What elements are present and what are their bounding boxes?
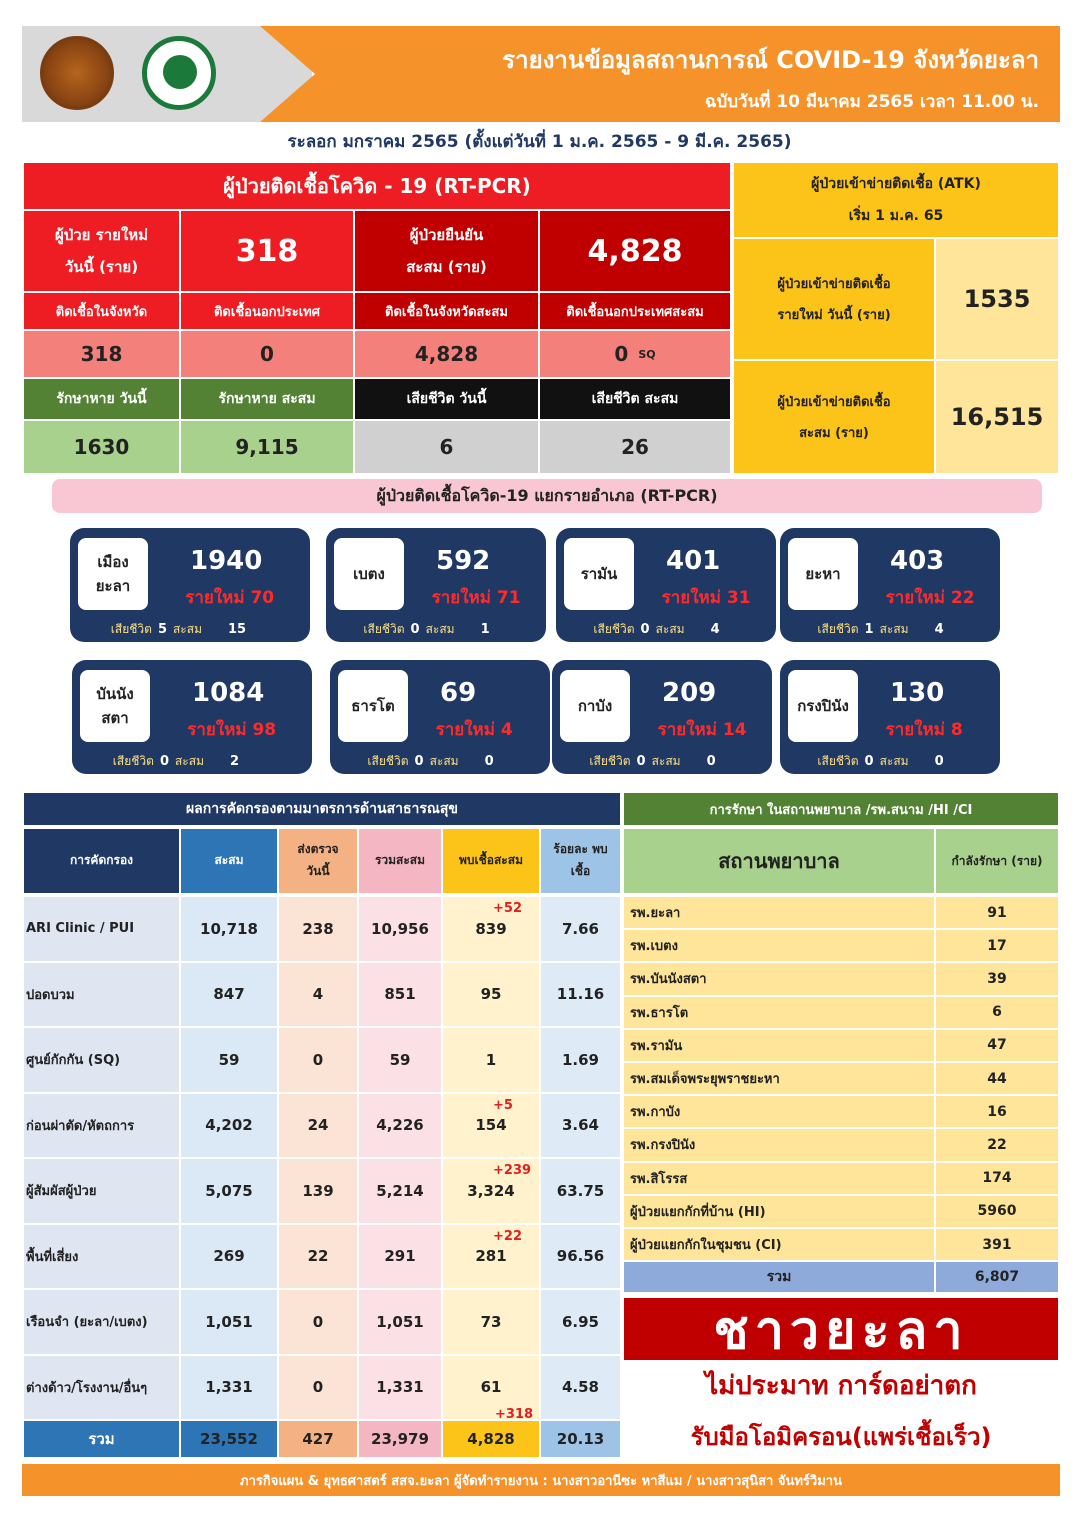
screening-cell-today: 238 [279,897,357,961]
pcr-new-label: ผู้ป่วย รายใหม่ วันนี้ (ราย) [24,211,179,291]
pcr-h5: รักษาหาย วันนี้ [24,379,179,419]
hospital-name: รพ.บันนังสตา [624,963,934,994]
screening-cell-pct: 7.66 [541,897,620,961]
screening-cell-cum: 1,051 [181,1290,277,1354]
screening-cell-cum: 847 [181,963,277,1027]
screening-cell-today: 0 [279,1290,357,1354]
screening-cell-name: ต่างด้าว/โรงงาน/อื่นๆ [24,1356,179,1420]
atk-cum-label: ผู้ป่วยเข้าข่ายติดเชื้อ สะสม (ราย) [734,361,934,473]
district-death: เสียชีวิต 5 สะสม 15 [110,622,247,637]
screening-cell-found: 73 [443,1290,539,1354]
district-card [326,528,546,642]
district-total: 1084 [192,678,265,708]
screening-cell-pct: 96.56 [541,1225,620,1289]
atk-title: ผู้ป่วยเข้าข่ายติดเชื้อ (ATK) เริ่ม 1 ม.ค. 65 [734,163,1058,237]
hospital-name: รพ.สิโรรส [624,1163,934,1194]
screening-increase: +239 [493,1163,532,1178]
screening-cell-total: 4,226 [359,1094,441,1158]
pcr-title: ผู้ป่วยติดเชื้อโควิด - 19 (RT-PCR) [24,163,730,209]
hospital-value: 91 [936,897,1058,928]
screening-cell-pct: 63.75 [541,1159,620,1223]
pcr-v4: 0 SQ [540,331,730,377]
district-name: กาบัง [560,670,630,742]
screening-cell-pct: 4.58 [541,1356,620,1420]
screening-cell-cum: 4,202 [181,1094,277,1158]
screening-header: ส่งตรวจ วันนี้ [279,829,357,893]
district-name: รามัน [564,538,634,610]
district-new: รายใหม่ 31 [661,588,751,608]
screening-cell-found: 95 [443,963,539,1027]
pcr-h8: เสียชีวิต สะสม [540,379,730,419]
screening-header: รวมสะสม [359,829,441,893]
pcr-h4: ติดเชื้อนอกประเทศสะสม [540,293,730,329]
district-death: เสียชีวิต 0 สะสม 4 [593,622,720,637]
slogan-line1: ชาวยะลา [624,1298,1058,1360]
pcr-v3: 4,828 [355,331,538,377]
screening-total-today: 427 [279,1421,357,1457]
screening-cell-today: 4 [279,963,357,1027]
pcr-v8: 26 [540,421,730,473]
screening-cell-cum: 269 [181,1225,277,1289]
district-card [556,528,776,642]
hospital-name: รพ.ยะลา [624,897,934,928]
district-total: 1940 [190,546,263,576]
district-name: ธารโต [338,670,408,742]
hospital-name: รพ.กาบัง [624,1096,934,1127]
screening-cell-name: เรือนจำ (ยะลา/เบตง) [24,1290,179,1354]
district-total: 130 [890,678,945,708]
atk-new-label: ผู้ป่วยเข้าข่ายติดเชื้อ รายใหม่ วันนี้ (ราย) [734,239,934,359]
district-card [552,660,772,774]
screening-cell-cum: 10,718 [181,897,277,961]
district-total: 209 [662,678,717,708]
district-name: เบตง [334,538,404,610]
district-total: 403 [890,546,945,576]
pcr-h3: ติดเชื้อในจังหวัดสะสม [355,293,538,329]
screening-cell-found: 281 [443,1225,539,1289]
hospital-value: 16 [936,1096,1058,1127]
screening-cell-today: 24 [279,1094,357,1158]
slogan-line3: รับมือโอมิครอน(แพร่เชื้อเร็ว) [690,1422,992,1451]
district-card [70,528,310,642]
pcr-cum-value: 4,828 [540,211,730,291]
hospital-total-value: 6,807 [936,1262,1058,1292]
district-card [330,660,550,774]
district-new: รายใหม่ 8 [885,720,963,740]
screening-cell-name: ก่อนผ่าตัด/หัตถการ [24,1094,179,1158]
pcr-h2: ติดเชื้อนอกประเทศ [181,293,353,329]
screening-cell-today: 22 [279,1225,357,1289]
screening-header: สะสม [181,829,277,893]
footer: ภารกิจแผน & ยุทธศาสตร์ สสจ.ยะลา ผู้จัดทำรายงาน : นางสาวอานีซะ หาสีแม / นางสาวสุนิสา จันทร์วิมาน [22,1464,1060,1496]
screening-cell-name: ปอดบวม [24,963,179,1027]
screening-cell-pct: 11.16 [541,963,620,1027]
screening-cell-today: 0 [279,1028,357,1092]
district-new: รายใหม่ 70 [185,588,275,608]
hospital-col2: กำลังรักษา (ราย) [936,829,1058,893]
hospital-name: รพ.สมเด็จพระยุพราชยะหา [624,1063,934,1094]
screening-cell-found: 1 [443,1028,539,1092]
slogan-line2: ไม่ประมาท การ์ดอย่าตก [705,1370,977,1401]
screening-cell-pct: 1.69 [541,1028,620,1092]
screening-cell-name: ARI Clinic / PUI [24,897,179,961]
screening-cell-name: ผู้สัมผัสผู้ป่วย [24,1159,179,1223]
district-total: 401 [666,546,721,576]
screening-cell-total: 291 [359,1225,441,1289]
screening-cell-cum: 5,075 [181,1159,277,1223]
atk-new-value: 1535 [936,239,1058,359]
screening-cell-total: 10,956 [359,897,441,961]
hospital-value: 17 [936,930,1058,961]
hospital-value: 391 [936,1229,1058,1260]
district-name: บันนัง สตา [80,670,150,742]
report-title: รายงานข้อมูลสถานการณ์ COVID-19 จังหวัดยะลา [502,46,1039,74]
screening-cell-pct: 3.64 [541,1094,620,1158]
screening-cell-total: 1,331 [359,1356,441,1420]
screening-increase: +52 [493,901,522,916]
province-seal-logo [40,36,114,110]
hospital-title: การรักษา ในสถานพยาบาล /รพ.สนาม /HI /CI [624,793,1058,825]
district-new: รายใหม่ 22 [885,588,975,608]
district-section-title: ผู้ป่วยติดเชื้อโควิด-19 แยกรายอำเภอ (RT-PCR) [52,479,1042,513]
pcr-v7: 6 [355,421,538,473]
screening-total-increase: +318 [495,1407,534,1422]
hospital-name: รพ.รามัน [624,1030,934,1061]
ministry-health-logo [142,36,216,110]
district-new: รายใหม่ 14 [657,720,747,740]
district-new: รายใหม่ 71 [431,588,521,608]
screening-cell-cum: 59 [181,1028,277,1092]
screening-cell-total: 1,051 [359,1290,441,1354]
hospital-name: ผู้ป่วยแยกกักในชุมชน (CI) [624,1229,934,1260]
pcr-v5: 1630 [24,421,179,473]
screening-cell-today: 139 [279,1159,357,1223]
district-total: 592 [436,546,491,576]
hospital-value: 174 [936,1163,1058,1194]
screening-cell-found: 61 [443,1356,539,1420]
screening-header: พบเชื้อสะสม [443,829,539,893]
pcr-h7: เสียชีวิต วันนี้ [355,379,538,419]
screening-increase: +22 [493,1228,522,1244]
screening-total-found: 4,828 [443,1421,539,1457]
district-new: รายใหม่ 98 [187,720,277,740]
screening-total-total: 23,979 [359,1421,441,1457]
screening-cell-total: 5,214 [359,1159,441,1223]
screening-cell-total: 59 [359,1028,441,1092]
district-death: เสียชีวิต 0 สะสม 0 [817,754,944,769]
pcr-h6: รักษาหาย สะสม [181,379,353,419]
pcr-new-value: 318 [181,211,353,291]
pcr-v1: 318 [24,331,179,377]
district-card [780,660,1000,774]
hospital-name: รพ.ธารโต [624,997,934,1028]
hospital-value: 5960 [936,1196,1058,1227]
screening-title: ผลการคัดกรองตามมาตรการด้านสาธารณสุข [24,793,620,825]
district-death: เสียชีวิต 1 สะสม 4 [817,622,944,637]
district-death: เสียชีวิต 0 สะสม 2 [112,754,240,769]
district-total: 69 [440,678,477,708]
hospital-value: 47 [936,1030,1058,1061]
screening-cell-found: 839 [443,897,539,961]
report-date: ฉบับวันที่ 10 มีนาคม 2565 เวลา 11.00 น. [704,92,1039,112]
hospital-name: ผู้ป่วยแยกกักที่บ้าน (HI) [624,1196,934,1227]
district-name: กรงปินัง [788,670,858,742]
hospital-value: 6 [936,997,1058,1028]
district-name: ยะหา [788,538,858,610]
hospital-value: 39 [936,963,1058,994]
district-death: เสียชีวิต 0 สะสม 0 [589,754,716,769]
pcr-h1: ติดเชื้อในจังหวัด [24,293,179,329]
screening-total-pct: 20.13 [541,1421,620,1457]
district-card [72,660,312,774]
hospital-value: 22 [936,1129,1058,1160]
hospital-total-label: รวม [624,1262,934,1292]
screening-total-name: รวม [24,1421,179,1457]
screening-cell-total: 851 [359,963,441,1027]
hospital-name: รพ.เบตง [624,930,934,961]
screening-header: ร้อยละ พบเชื้อ [541,829,620,893]
screening-cell-pct: 6.95 [541,1290,620,1354]
district-death: เสียชีวิต 0 สะสม 1 [363,622,490,637]
wave-subtitle: ระลอก มกราคม 2565 (ตั้งแต่วันที่ 1 ม.ค. 2565 - 9 มี.ค. 2565) [287,132,792,152]
district-death: เสียชีวิต 0 สะสม 0 [367,754,494,769]
district-name: เมือง ยะลา [78,538,148,610]
district-new: รายใหม่ 4 [435,720,513,740]
atk-cum-value: 16,515 [936,361,1058,473]
pcr-v2: 0 [181,331,353,377]
pcr-cum-label: ผู้ป่วยยืนยัน สะสม (ราย) [355,211,538,291]
screening-cell-found: 3,324 [443,1159,539,1223]
screening-total-cum: 23,552 [181,1421,277,1457]
hospital-value: 44 [936,1063,1058,1094]
hospital-name: รพ.กรงปินัง [624,1129,934,1160]
hospital-col1: สถานพยาบาล [624,829,934,893]
screening-cell-today: 0 [279,1356,357,1420]
screening-cell-found: 154 [443,1094,539,1158]
pcr-v6: 9,115 [181,421,353,473]
district-card [780,528,1000,642]
screening-cell-name: พื้นที่เสี่ยง [24,1225,179,1289]
screening-cell-name: ศูนย์กักกัน (SQ) [24,1028,179,1092]
screening-header: การคัดกรอง [24,829,179,893]
screening-increase: +5 [493,1097,513,1113]
screening-cell-cum: 1,331 [181,1356,277,1420]
